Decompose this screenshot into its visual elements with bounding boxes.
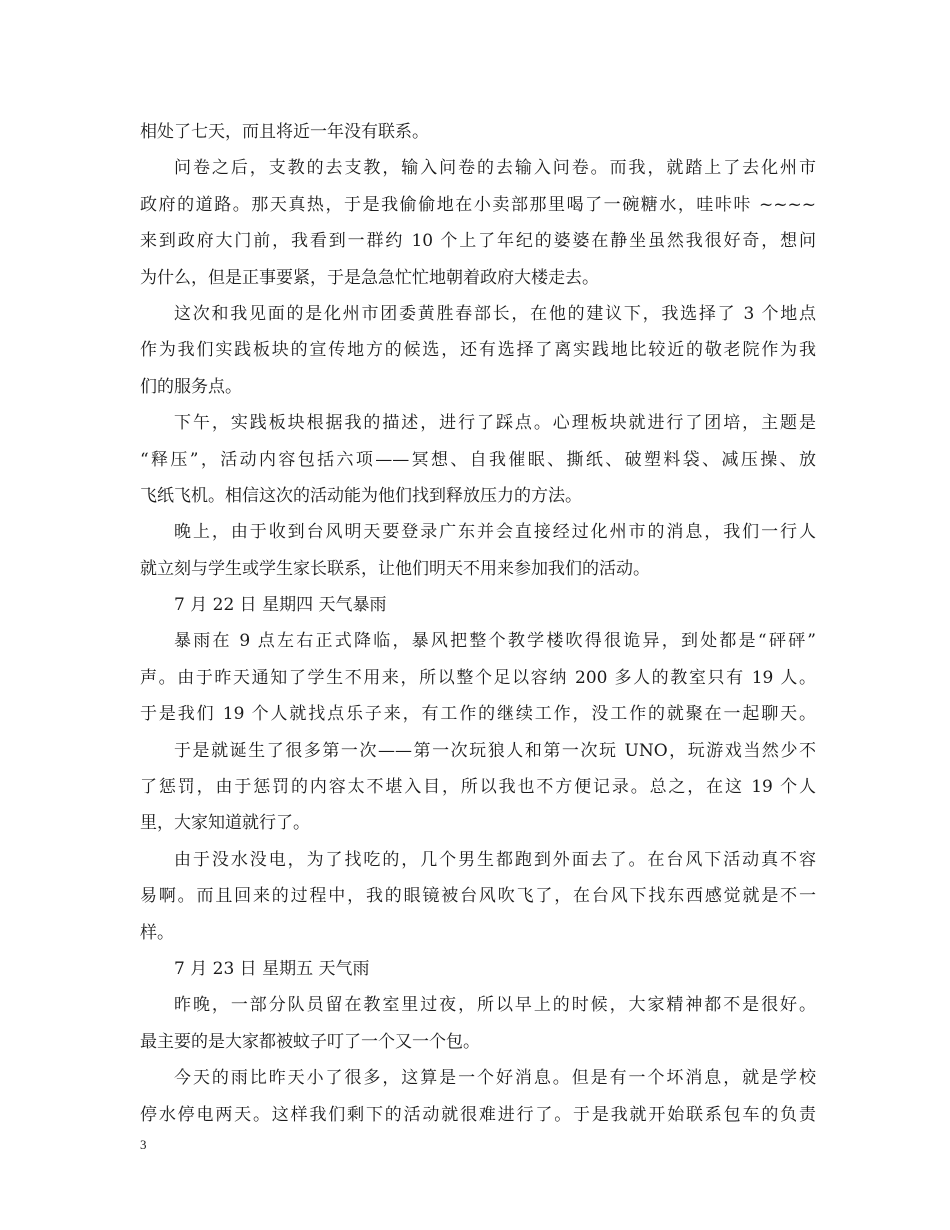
page-number: 3 xyxy=(140,1137,147,1152)
text-line: 下午，实践板块根据我的描述，进行了踩点。心理板块就进行了团培，主题是 xyxy=(174,413,816,434)
text-line: 们的服务点。 xyxy=(140,376,242,397)
text-line: 飞纸飞机。相信这次的活动能为他们找到释放压力的方法。 xyxy=(140,485,582,506)
text-line: 由于没水没电，为了找吃的，几个男生都跑到外面去了。在台风下活动真不容 xyxy=(174,849,816,870)
text-line: 政府的道路。那天真热，于是我偷偷地在小卖部那里喝了一碗糖水，哇咔咔 ~~~~ xyxy=(140,194,816,215)
text-line: 相处了七天，而且将近一年没有联系。 xyxy=(140,122,429,142)
text-line: “释压”，活动内容包括六项——冥想、自我催眠、撕纸、破塑料袋、减压操、放 xyxy=(140,449,816,470)
text-line: 样。 xyxy=(140,922,174,943)
text-line: 最主要的是大家都被蚊子叮了一个又一个包。 xyxy=(140,1031,480,1052)
text-line: 来到政府大门前，我看到一群约 10 个上了年纪的婆婆在静坐虽然我很好奇，想问 xyxy=(140,231,816,252)
text-line: 声。由于昨天通知了学生不用来，所以整个足以容纳 200 多人的教室只有 19 人。 xyxy=(140,667,816,688)
text-line: 这次和我见面的是化州市团委黄胜春部长，在他的建议下，我选择了 3 个地点 xyxy=(174,303,816,324)
text-line: 了惩罚，由于惩罚的内容太不堪入目，所以我也不方便记录。总之，在这 19 个人 xyxy=(140,777,816,798)
text-line: 昨晚，一部分队员留在教室里过夜，所以早上的时候，大家精神都不是很好。 xyxy=(174,995,816,1016)
text-line: 晚上，由于收到台风明天要登录广东并会直接经过化州市的消息，我们一行人 xyxy=(174,522,816,543)
text-line: 暴雨在 9 点左右正式降临，暴风把整个教学楼吹得很诡异，到处都是“砰砰” xyxy=(174,631,816,652)
text-line: 为什么，但是正事要紧，于是急急忙忙地朝着政府大楼走去。 xyxy=(140,267,599,288)
text-line: 作为我们实践板块的宣传地方的候选，还有选择了离实践地比较近的敬老院作为我 xyxy=(140,340,816,361)
text-line: 于是我们 19 个人就找点乐子来，有工作的继续工作，没工作的就聚在一起聊天。 xyxy=(140,704,816,725)
text-line: 就立刻与学生或学生家长联系，让他们明天不用来参加我们的活动。 xyxy=(140,558,650,579)
text-line: 易啊。而且回来的过程中，我的眼镜被台风吹飞了，在台风下找东西感觉就是不一 xyxy=(140,886,816,907)
text-line: 问卷之后，支教的去支教，输入问卷的去输入问卷。而我，就踏上了去化州市 xyxy=(174,158,816,179)
text-line: 7 月 23 日 星期五 天气雨 xyxy=(174,958,370,979)
text-line: 7 月 22 日 星期四 天气暴雨 xyxy=(174,595,387,616)
text-line: 今天的雨比昨天小了很多，这算是一个好消息。但是有一个坏消息，就是学校 xyxy=(174,1068,816,1089)
text-line: 里，大家知道就行了。 xyxy=(140,813,310,834)
text-line: 停水停电两天。这样我们剩下的活动就很难进行了。于是我就开始联系包车的负责 xyxy=(140,1104,816,1125)
text-line: 于是就诞生了很多第一次——第一次玩狼人和第一次玩 UNO，玩游戏当然少不 xyxy=(174,740,816,761)
document-body xyxy=(140,114,816,1133)
